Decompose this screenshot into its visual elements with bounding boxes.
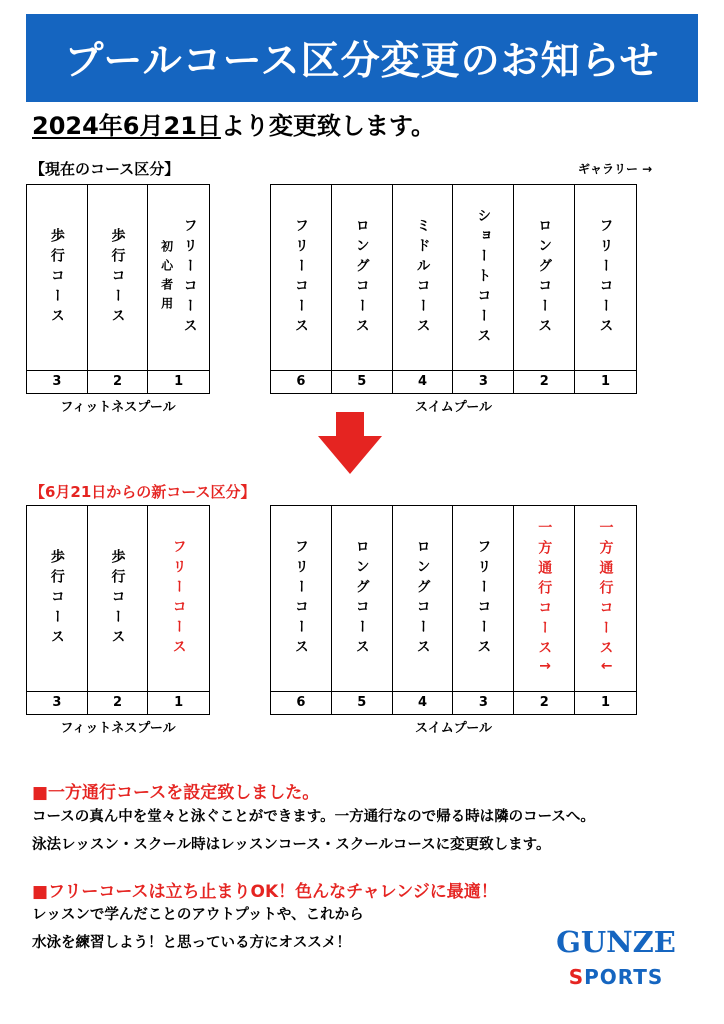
lane-number: 6 [271,370,331,393]
lane-label [271,185,331,370]
lane-6 [271,185,332,393]
lane-label [453,506,513,691]
lane-course-name: ミドルコース [414,217,431,338]
lane-course-name: フリーコース [292,217,309,338]
lane-number: 1 [148,691,209,714]
note-line: コースの真ん中を堂々と泳ぐことができます。一方通行なので帰る時は隣のコースへ。 [32,809,595,825]
lane-label [27,506,87,691]
lane-number: 5 [332,370,392,393]
lane-2 [88,506,149,714]
lane-course-name: ショートコース [475,207,492,348]
lane-3 [27,506,88,714]
lane-course-name: フリーコース [597,217,614,338]
lane-label [27,185,87,370]
new-section-title: 【6月21日からの新コース区分】 [30,483,256,501]
logo-sports-rest: PORTS [584,965,664,989]
lane-label [271,506,331,691]
lane-course-name: 歩行コース [109,227,126,328]
lane-number: 2 [88,370,148,393]
lane-course-name: 一方通行コース↓ [597,519,614,678]
lane-number: 4 [393,691,453,714]
logo-sports-s: S [568,965,585,989]
lane-label [148,506,209,691]
gunze-sports-logo [546,925,686,989]
lane-number: 3 [453,691,513,714]
lane-number: 3 [453,370,513,393]
lane-number: 2 [514,691,574,714]
lane-label [332,506,392,691]
lane-number: 2 [514,370,574,393]
note-body-one-way [32,803,595,859]
note-body-free-course [32,901,364,957]
announcement-rest: より変更致します。 [220,112,435,140]
lane-3 [27,185,88,393]
lane-label [575,185,636,370]
down-arrow-icon [318,412,382,474]
page-title: プールコース区分変更のお知らせ [64,39,660,84]
lane-label [148,185,209,370]
new-swim-pool-caption: スイムプール [414,721,493,736]
lane-course-name: ロングコース [353,217,370,338]
lane-label [575,506,636,691]
lane-label [88,506,148,691]
note-line: レッスンで学んだことのアウトプットや、これから [32,907,364,923]
lane-number: 1 [575,691,636,714]
lane-label [514,185,574,370]
lane-3 [453,185,514,393]
lane-1 [575,506,636,714]
lane-number: 1 [575,370,636,393]
lane-course-name: 歩行コース [48,548,65,649]
new-fitness-pool [26,505,210,715]
lane-number: 6 [271,691,331,714]
lane-course-name: 歩行コース [109,548,126,649]
lane-number: 5 [332,691,392,714]
note-line: 水泳を練習しよう！と思っている方にオススメ！ [32,935,351,951]
effective-date: 2024年6月21日 [32,112,221,140]
note-heading-free-course: ■フリーコースは立ち止まりOK！色んなチャレンジに最適！ [32,882,498,902]
lane-course-name: ロングコース [353,538,370,659]
lane-2 [88,185,149,393]
note-heading-one-way: ■一方通行コースを設定致しました。 [32,783,320,803]
lane-1 [148,506,209,714]
gallery-label: ギャラリー → [578,162,653,176]
new-fitness-pool-caption: フィットネスプール [60,721,176,736]
lane-4 [393,506,454,714]
announcement-line [32,106,435,141]
lane-1 [148,185,209,393]
lane-label [393,506,453,691]
lane-label [332,185,392,370]
lane-number: 4 [393,370,453,393]
lane-3 [453,506,514,714]
lane-label [88,185,148,370]
lane-course-name: ロングコース [536,217,553,338]
lane-course-name: フリーコース [292,538,309,659]
lane-label [453,185,513,370]
page-title-banner [26,14,698,102]
logo-brand: GUNZE [556,925,676,959]
lane-number: 1 [148,370,209,393]
new-swim-pool [270,505,637,715]
lane-number: 3 [27,370,87,393]
lane-course-name: 初心者用 [159,239,174,316]
lane-1 [575,185,636,393]
lane-number: 2 [88,691,148,714]
lane-4 [393,185,454,393]
logo-sports [546,965,686,989]
lane-2 [514,506,575,714]
current-fitness-pool [26,184,210,394]
lane-5 [332,185,393,393]
lane-number: 3 [27,691,87,714]
lane-course-name: フリーコース [170,538,187,659]
lane-5 [332,506,393,714]
lane-course-name: フリーコース [181,217,198,338]
lane-label [514,506,574,691]
current-section-title: 【現在のコース区分】 [30,160,180,178]
lane-course-name: 一方通行コース↑ [536,519,553,678]
current-swim-pool [270,184,637,394]
lane-6 [271,506,332,714]
lane-label [393,185,453,370]
lane-2 [514,185,575,393]
lane-course-name: ロングコース [414,538,431,659]
note-line: 泳法レッスン・スクール時はレッスンコース・スクールコースに変更致します。 [32,837,551,853]
lane-course-name: フリーコース [475,538,492,659]
lane-course-name: 歩行コース [48,227,65,328]
current-fitness-pool-caption: フィットネスプール [60,400,176,415]
current-swim-pool-caption: スイムプール [414,400,493,415]
